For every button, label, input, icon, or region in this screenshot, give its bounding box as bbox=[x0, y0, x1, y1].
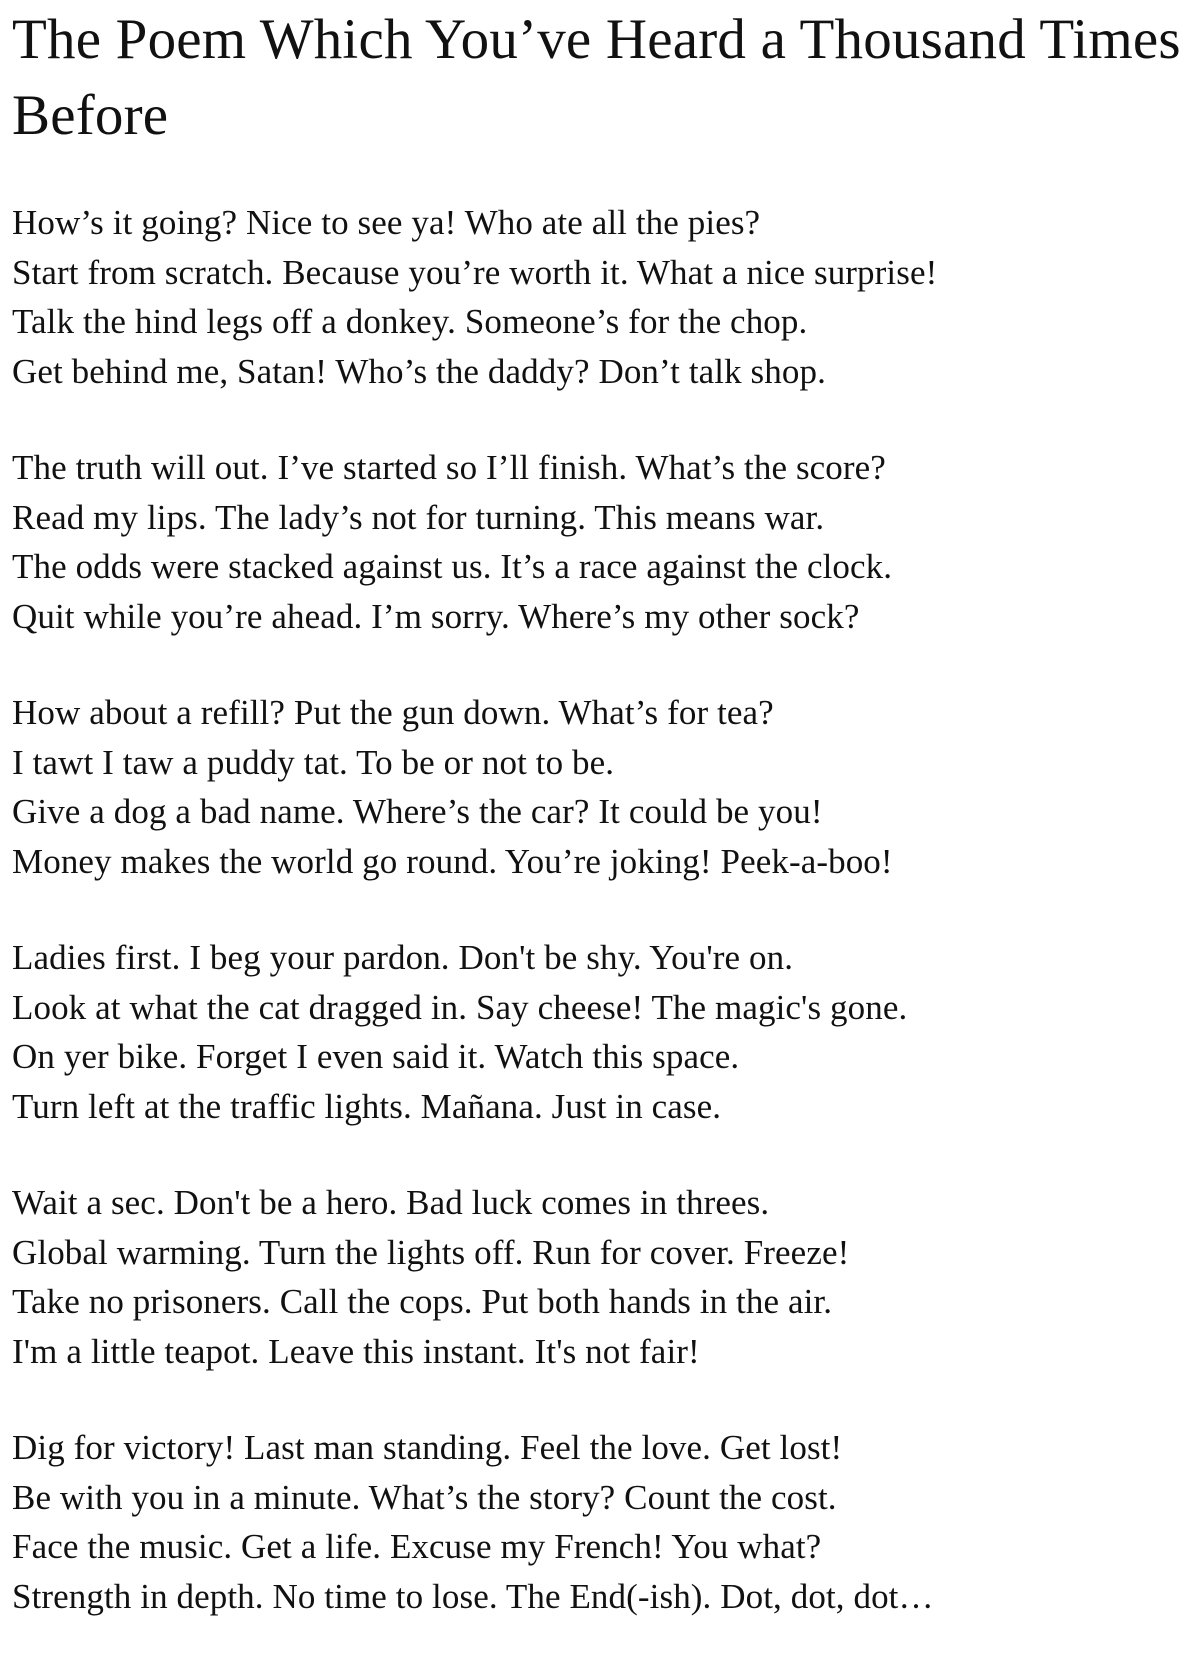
poem-line: Quit while you’re ahead. I’m sorry. Where’s my other sock? bbox=[12, 596, 860, 636]
stanza-3 bbox=[12, 688, 1192, 933]
poem-line: I tawt I taw a puddy tat. To be or not to be. bbox=[12, 742, 615, 782]
poem-line: Ladies first. I beg your pardon. Don't be shy. You're on. bbox=[12, 938, 794, 977]
poem-line: I'm a little teapot. Leave this instant. It's not fair! bbox=[12, 1331, 700, 1371]
stanza-2 bbox=[12, 443, 1192, 688]
poem-line: The odds were stacked against us. It’s a race against the clock. bbox=[12, 547, 893, 586]
poem-line: Global warming. Turn the lights off. Run for cover. Freeze! bbox=[12, 1232, 850, 1272]
poem-title: The Poem Which You’ve Heard a Thousand Times Before bbox=[12, 8, 1181, 147]
poem-line: Get behind me, Satan! Who’s the daddy? Don’t talk shop. bbox=[12, 351, 826, 391]
poem-body bbox=[12, 198, 1192, 1668]
poem-line: The truth will out. I’ve started so I’ll finish. What’s the score? bbox=[12, 448, 886, 487]
poem-line: Face the music. Get a life. Excuse my French! You what? bbox=[12, 1527, 822, 1566]
poem-line: Be with you in a minute. What’s the story? Count the cost. bbox=[12, 1477, 837, 1517]
poem-line: Talk the hind legs off a donkey. Someone’s for the chop. bbox=[12, 302, 808, 341]
poem-line: Dig for victory! Last man standing. Feel the love. Get lost! bbox=[12, 1428, 843, 1467]
poem-line: Give a dog a bad name. Where’s the car? It could be you! bbox=[12, 792, 823, 831]
poem-line: Money makes the world go round. You’re joking! Peek-a-boo! bbox=[12, 841, 893, 881]
poem-line: Look at what the cat dragged in. Say cheese! The magic's gone. bbox=[12, 987, 908, 1027]
poem-line: Strength in depth. No time to lose. The End(-ish). Dot, dot, dot… bbox=[12, 1576, 934, 1616]
stanza-4 bbox=[12, 933, 1192, 1178]
poem-line: Turn left at the traffic lights. Mañana. Just in case. bbox=[12, 1086, 722, 1126]
poem-line: How about a refill? Put the gun down. What’s for tea? bbox=[12, 693, 774, 732]
stanza-6 bbox=[12, 1423, 1192, 1668]
poem-line: Read my lips. The lady’s not for turning. This means war. bbox=[12, 497, 825, 537]
poem-line: Start from scratch. Because you’re worth it. What a nice surprise! bbox=[12, 252, 938, 292]
stanza-1 bbox=[12, 198, 1192, 443]
poem-line: On yer bike. Forget I even said it. Watch this space. bbox=[12, 1037, 740, 1076]
poem-line: Wait a sec. Don't be a hero. Bad luck comes in threes. bbox=[12, 1183, 770, 1222]
stanza-5 bbox=[12, 1178, 1192, 1423]
poem-line: How’s it going? Nice to see ya! Who ate all the pies? bbox=[12, 203, 761, 242]
poem-line: Take no prisoners. Call the cops. Put both hands in the air. bbox=[12, 1282, 833, 1321]
